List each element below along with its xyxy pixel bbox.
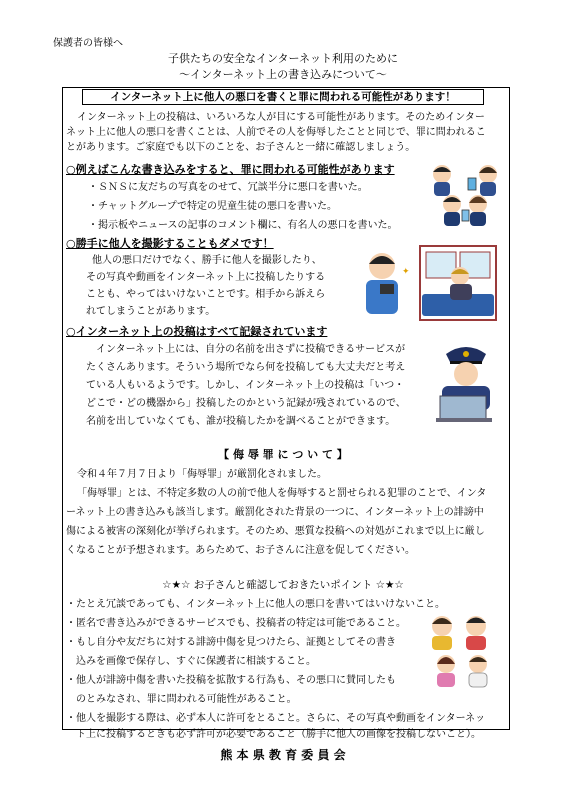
points-heading: ☆★☆ お子さんと確認しておきたいポイント ☆★☆ (162, 579, 404, 591)
section2-line: 他人の悪口だけでなく、勝手に他人を撮影したり、 (92, 255, 322, 266)
points-line: ト上に投稿するときも必ず許可が必要であること（勝手に他人の画像を投稿しないこと）。 (66, 729, 481, 740)
points-line: 込みを画像で保存し、すぐに保護者に相談すること。 (66, 656, 316, 667)
points-line: ・匿名で書き込みができるサービスでも、投稿者の特定は可能であること。 (66, 618, 406, 629)
greeting: 保護者の皆様へ (53, 38, 123, 49)
hidden-camera-illustration (360, 244, 500, 324)
insult-line: ーネット上の書き込みも該当します。厳罰化された背景の一つに、インターネット上の誹謗中 (66, 507, 484, 518)
points-line: のとみなされ、罪に問われる可能性があること。 (66, 694, 297, 705)
page-subtitle: ～インターネット上の書き込みについて～ (179, 68, 387, 81)
students-phones-illustration (428, 160, 504, 228)
section3-line: たくさんあります。そういう場所でなら何を投稿しても大丈夫だと考え (86, 362, 406, 373)
police-officer-illustration (432, 340, 502, 424)
intro-line: ネット上に他人の悪口を書くことは、人前でその人を侮辱したことと同じで、罪に問われるこ (66, 127, 486, 138)
intro-line: インターネット上の投稿は、いろいろな人が目にする可能性があります。そのためインター (77, 112, 485, 123)
points-line: ・他人を撮影する際は、必ず本人に許可をとること。さらに、その写真や動画をインターネッ (66, 713, 486, 724)
points-line: ・たとえ冗談であっても、インターネット上に他人の悪口を書いてはいけないこと。 (66, 599, 445, 610)
section3-line: ている人もいるようです。しかし、インターネット上の投稿は「いつ・ (86, 380, 405, 391)
footer-organization: 熊 本 県 教 育 委 員 会 (220, 748, 346, 762)
page-title: 子供たちの安全なインターネット利用のために (167, 52, 398, 65)
section1-item: ・チャットグループで特定の児童生徒の悪口を書いた。 (88, 201, 337, 212)
section2-line: ことも、やってはいけないことです。相手から訴えら (86, 289, 326, 300)
points-line: ・他人が誹謗中傷を書いた投稿を拡散する行為も、その悪口に賛同したも (66, 675, 396, 686)
section1-item: ・ＳＮＳに友だちの写真をのせて、冗談半分に悪口を書いた。 (88, 182, 368, 193)
section2-line: その写真や動画をインターネット上に投稿したりする (86, 272, 326, 283)
section3-line: 名前を出していなくても、誰が投稿したかを調べることができます。 (86, 416, 396, 427)
section3-heading: ○インターネット上の投稿はすべて記録されています (66, 325, 328, 338)
section1-item: ・掲示板やニュースの記事のコメント欄に、有名人の悪口を書いた。 (88, 220, 398, 231)
section3-line: インターネット上には、自分の名前を出さずに投稿できるサービスが (96, 344, 406, 355)
section2-line: れてしまうことがあります。 (86, 306, 216, 317)
insult-line: 令和４年７月７日より「侮辱罪」が厳罰化されました。 (77, 469, 327, 480)
intro-line: とがあります。ご家庭でも以下のことを、お子さんと一緒に確認しましょう。 (66, 142, 416, 153)
warning-box: インターネット上に他人の悪口を書くと罪に問われる可能性があります！ (82, 89, 484, 105)
svg-text:✦: ✦ (402, 267, 410, 277)
insult-line: 「侮辱罪」とは、不特定多数の人の前で他人を侮辱すると罰せられる犯罪のことで、インタ (77, 488, 487, 499)
family-talk-illustration (424, 610, 500, 690)
points-line: ・もし自分や友だちに対する誹謗中傷を見つけたら、証拠としてその書き (66, 637, 396, 648)
section2-heading: ○勝手に他人を撮影することもダメです！ (66, 237, 274, 250)
insult-line: くなることが予想されます。あらためて、お子さんに注意を促してください。 (66, 545, 415, 556)
insult-heading: 【 侮 辱 罪 に つ い て 】 (218, 448, 348, 461)
insult-line: 傷による被害の深刻化が挙げられます。そのため、悪質な投稿への対処がこれまで以上に厳し (66, 526, 485, 537)
section3-line: どこで・どの機器から」投稿したのかという記録が残されているので、 (86, 398, 406, 409)
section1-heading: ○例えばこんな書き込みをすると、罪に問われる可能性があります (66, 163, 395, 176)
